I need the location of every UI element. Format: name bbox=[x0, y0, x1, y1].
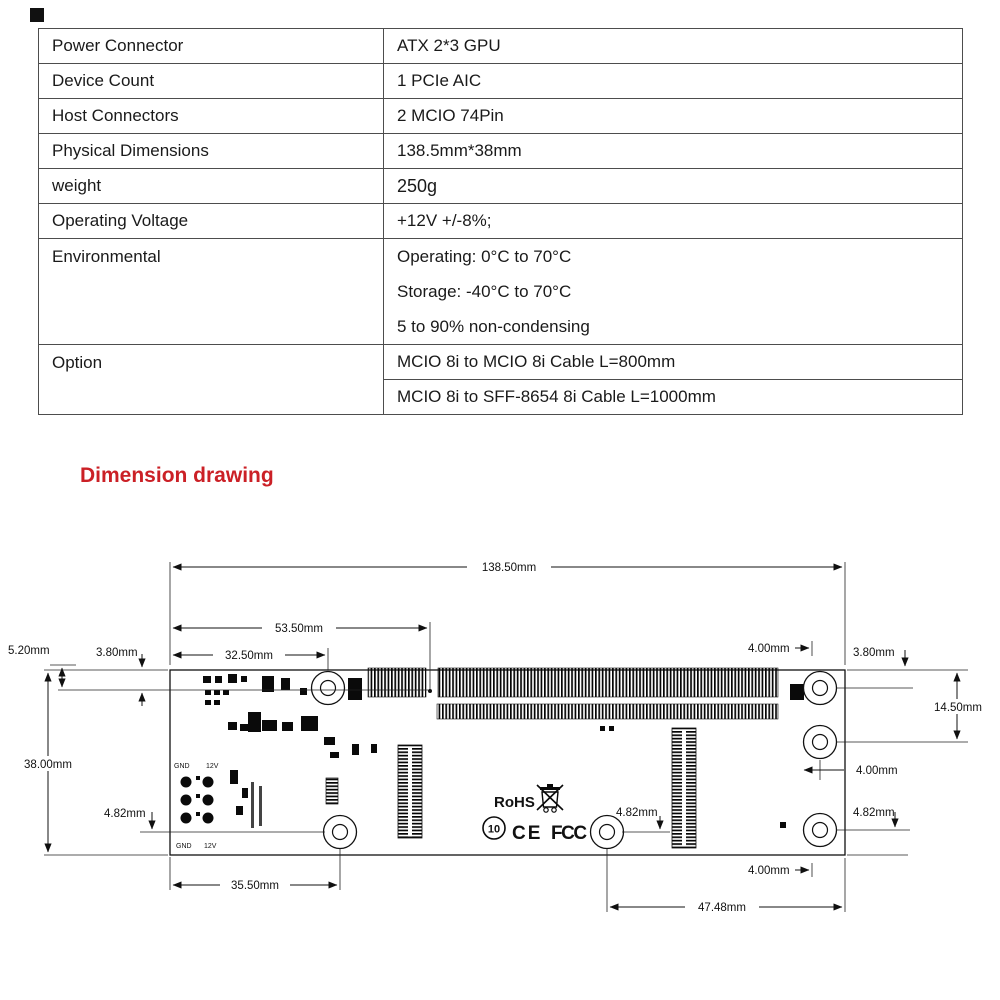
dim-4-82-mid: 4.82mm bbox=[616, 807, 658, 819]
spec-value: +12V +/-8%; bbox=[384, 204, 963, 239]
small-connector bbox=[326, 778, 338, 804]
pcb-board bbox=[170, 668, 845, 855]
spec-table bbox=[38, 28, 963, 415]
dim-overall-width: 138.50mm bbox=[481, 562, 537, 574]
rohs-label: RoHS bbox=[494, 794, 535, 811]
spec-value: 250g bbox=[384, 169, 963, 204]
dim-35-50: 35.50mm bbox=[231, 880, 279, 892]
dim-5-20: 5.20mm bbox=[8, 645, 50, 657]
mounting-hole bbox=[324, 816, 357, 849]
dim-4-00-top-right: 4.00mm bbox=[748, 643, 790, 655]
spec-row bbox=[39, 134, 963, 169]
dimension-drawing bbox=[0, 540, 1000, 930]
dim-4-82-right: 4.82mm bbox=[853, 807, 895, 819]
spec-value: ATX 2*3 GPU bbox=[384, 29, 963, 64]
mcio-connector-2 bbox=[672, 728, 696, 848]
ce-mark: CE bbox=[512, 823, 543, 844]
spec-row bbox=[39, 64, 963, 99]
spec-label: Power Connector bbox=[39, 29, 384, 64]
dim-32-50: 32.50mm bbox=[225, 650, 273, 662]
dim-4-82-left: 4.82mm bbox=[104, 808, 146, 820]
mounting-hole bbox=[591, 816, 624, 849]
spec-value: 2 MCIO 74Pin bbox=[384, 99, 963, 134]
dim-53-50: 53.50mm bbox=[275, 623, 323, 635]
mcio-connector-1 bbox=[398, 745, 422, 838]
dim-14-50: 14.50mm bbox=[934, 702, 982, 714]
spec-row bbox=[39, 29, 963, 64]
gnd-label-bottom: GND bbox=[176, 843, 192, 850]
env-line: Storage: -40°C to 70°C bbox=[397, 282, 572, 301]
spec-label: Environmental bbox=[39, 239, 384, 345]
board-outline bbox=[170, 670, 845, 855]
mounting-hole bbox=[804, 814, 837, 847]
reference-dot bbox=[428, 689, 432, 693]
env-line: Operating: 0°C to 70°C bbox=[397, 247, 572, 266]
fcc-mark: FCC bbox=[551, 823, 586, 844]
v12-label-bottom: 12V bbox=[204, 843, 217, 850]
gnd-label-top: GND bbox=[174, 763, 190, 770]
mounting-hole bbox=[804, 672, 837, 705]
spec-value: MCIO 8i to SFF-8654 8i Cable L=1000mm bbox=[384, 380, 963, 415]
spec-row bbox=[39, 169, 963, 204]
dim-4-00-bottom-right: 4.00mm bbox=[748, 865, 790, 877]
mounting-hole bbox=[312, 672, 345, 705]
corner-mark bbox=[30, 8, 44, 22]
mounting-hole bbox=[804, 726, 837, 759]
circle-10-number: 10 bbox=[487, 823, 501, 836]
dim-3-80-left: 3.80mm bbox=[96, 647, 138, 659]
spec-value bbox=[384, 239, 963, 345]
spec-label: Physical Dimensions bbox=[39, 134, 384, 169]
spec-row-environmental bbox=[39, 239, 963, 345]
dim-3-80-right: 3.80mm bbox=[853, 647, 895, 659]
spec-value: 138.5mm*38mm bbox=[384, 134, 963, 169]
env-line: 5 to 90% non-condensing bbox=[397, 317, 590, 336]
dim-board-height: 38.00mm bbox=[24, 759, 72, 771]
spec-row bbox=[39, 204, 963, 239]
spec-value: MCIO 8i to MCIO 8i Cable L=800mm bbox=[384, 345, 963, 380]
dim-47-48: 47.48mm bbox=[698, 902, 746, 914]
spec-label: Host Connectors bbox=[39, 99, 384, 134]
spec-row-option bbox=[39, 345, 963, 380]
v12-label-top: 12V bbox=[206, 763, 219, 770]
section-title: Dimension drawing bbox=[80, 464, 274, 487]
dim-4-00-mid-right: 4.00mm bbox=[856, 765, 898, 777]
spec-value: 1 PCIe AIC bbox=[384, 64, 963, 99]
spec-label: Option bbox=[39, 345, 384, 415]
spec-row bbox=[39, 99, 963, 134]
spec-label: Device Count bbox=[39, 64, 384, 99]
spec-label: Operating Voltage bbox=[39, 204, 384, 239]
spec-label: weight bbox=[39, 169, 384, 204]
